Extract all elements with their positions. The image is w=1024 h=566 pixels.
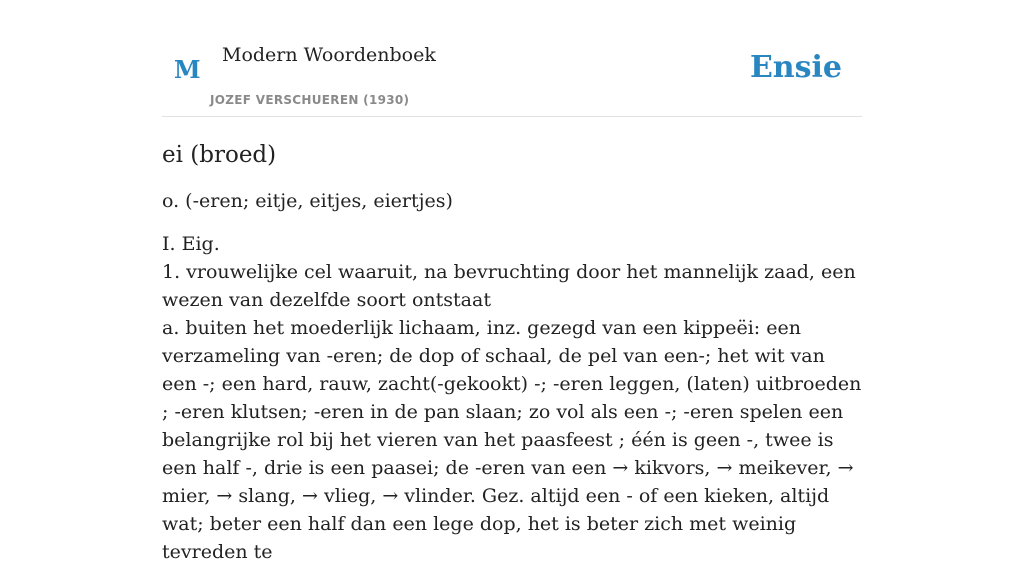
dictionary-title[interactable]: Modern Woordenboek bbox=[222, 44, 436, 66]
definition-line: 1. vrouwelijke cel waaruit, na bevruchting door het mannelijk zaad, een wezen van dezelfde soort ontstaat bbox=[162, 261, 856, 311]
definition-line: a. buiten het moederlijk lichaam, inz. gezegd van een kippeëi: een verzameling van -eren; de dop of schaal, de pel van een-; het wit van een -; een hard, rauw, zacht(-gekookt) -; -eren leggen, (laten) uitbroeden ; -eren klutsen; -eren in de pan slaan; zo vol als een -; -eren spelen een belangrijke rol bij het vieren van het paasfeest ; één is geen -, twee is een half -, drie is een paasei; de -eren van een → kikvors, → meikever, → mier, → slang, → vlieg, → vlinder. Gez. altijd een - of een kieken, altijd wat; beter een half dan een lege dop, het is beter zich met weinig tevreden te bbox=[162, 317, 862, 563]
dictionary-author: JOZEF VERSCHUEREN (1930) bbox=[210, 93, 410, 107]
brand-logo[interactable]: Ensie bbox=[749, 50, 842, 85]
entry-grammar: o. (-eren; eitje, eitjes, eiertjes) bbox=[162, 190, 453, 212]
definition-line: I. Eig. bbox=[162, 233, 220, 255]
entry-content bbox=[162, 137, 864, 566]
entry-definition bbox=[162, 230, 864, 566]
site-header bbox=[162, 0, 862, 117]
entry-headword: ei (broed) bbox=[162, 142, 277, 168]
dictionary-logo[interactable]: M bbox=[174, 55, 201, 84]
